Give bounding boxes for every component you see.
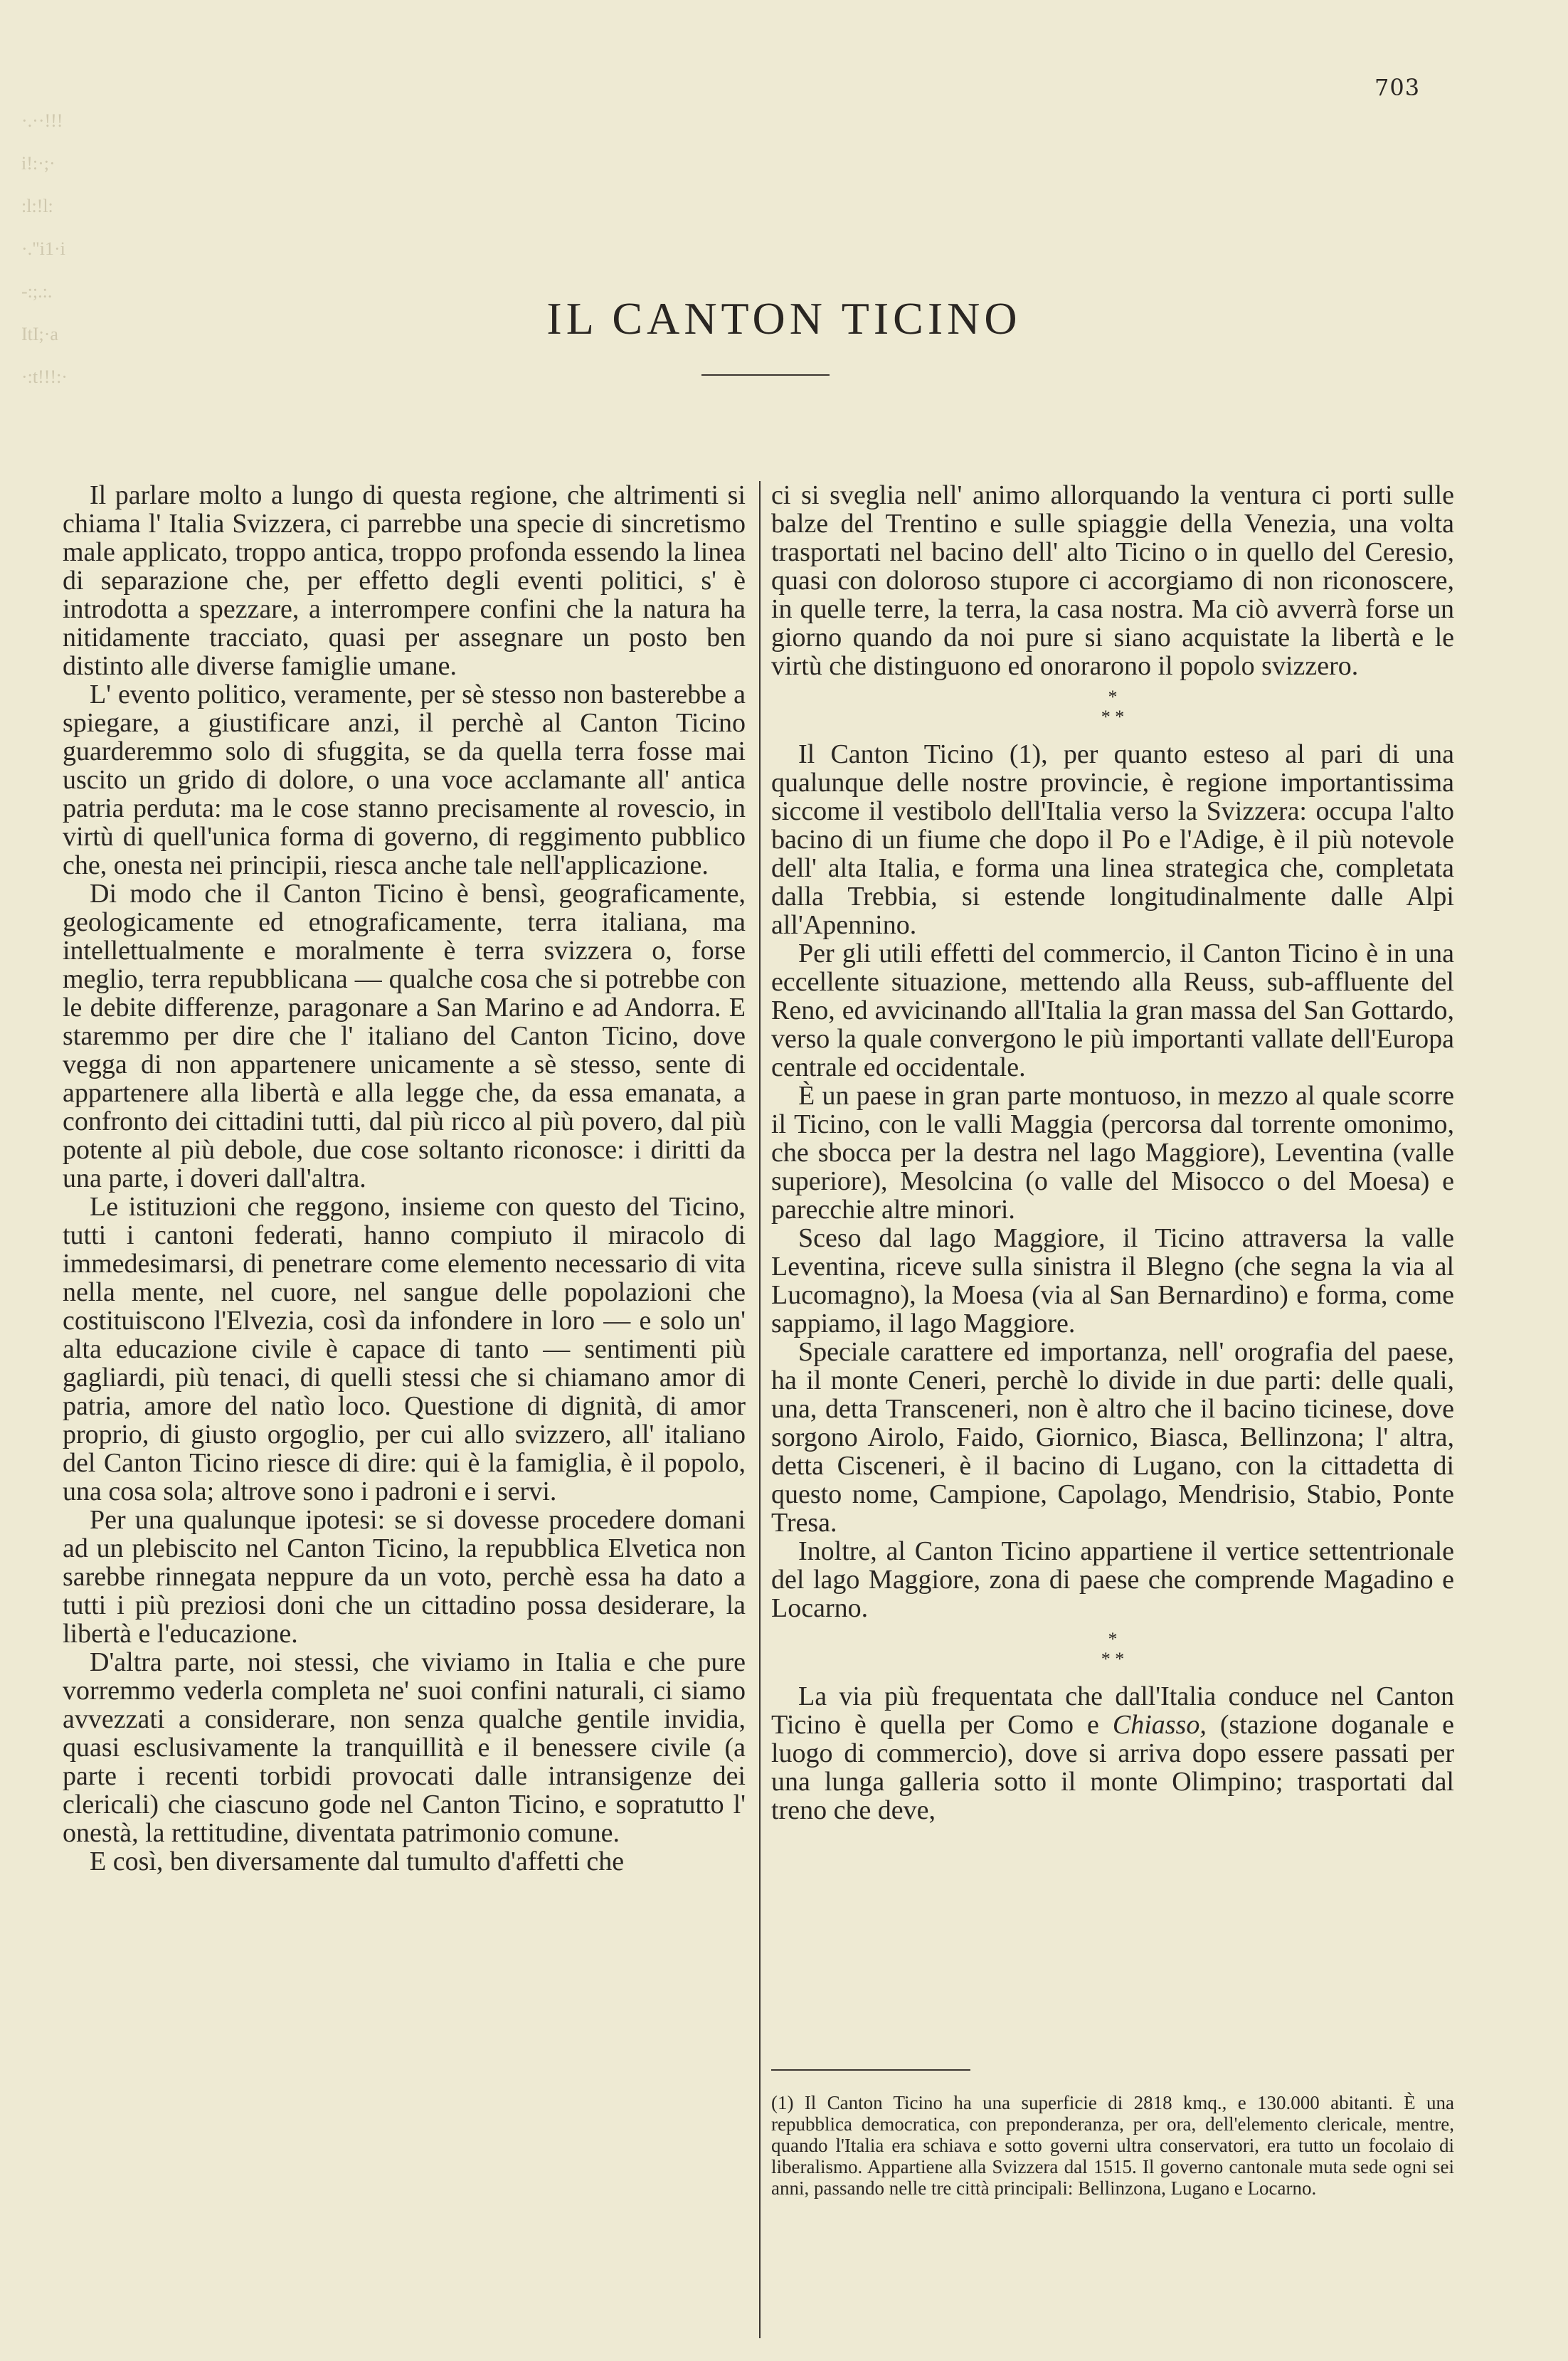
right-column <box>771 481 1454 2324</box>
ghost-line: -:;.:. <box>21 281 53 302</box>
separator-star: * <box>1108 687 1118 707</box>
paragraph: Il Canton Ticino (1), per quanto esteso al pari di una qualunque delle nostre provincie, è regione importantissima siccome il vestibolo dell'Italia verso la Svizzera: occupa l'alto bacino di un fiume che dopo il Po e l'Adige, è il più notevole dell' alta Italia, e forma una linea strategica che, completata dalla Trebbia, si estende longitudinalmente dalle Alpi all'Apennino. <box>771 739 1454 940</box>
left-column <box>63 481 746 1876</box>
page-number: 703 <box>1374 74 1421 101</box>
separator-stars: * * <box>1101 1649 1125 1669</box>
paragraph: È un paese in gran parte montuoso, in mezzo al quale scorre il Ticino, con le valli Maggia (percorsa dal torrente omonimo, che sbocca per la destra nel lago Maggiore), Leventina (valle superiore), Mesolcina (o valle del Misocco o del Moesa) e parecchie altre minori. <box>771 1081 1454 1225</box>
ghost-line: i!:·;· <box>21 153 55 174</box>
text-run: La via più frequentata che dall'Italia conduce nel Canton Ticino è quella per Como e <box>771 1681 1454 1740</box>
paragraph: Speciale carattere ed importanza, nell' orografia del paese, ha il monte Ceneri, perchè lo divide in due parti: delle quali, una, detta Transceneri, non è altro che il bacino ticinese, dove sorgono Airolo, Faido, Giornico, Biasca, Bellinzona; l' altra, detta Cisceneri, è il bacino di Lugano, con la cittadetta di questo nome, Campione, Capolago, Mendrisio, Stabio, Ponte Tresa. <box>771 1337 1454 1538</box>
paragraph: L' evento politico, veramente, per sè stesso non basterebbe a spiegare, a giustificare anzi, il perchè al Canton Ticino guarderemmo solo di sfuggita, se da quella terra fosse mai uscito un grido di dolore, o una voce acclamante all' antica patria perduta: ma le cose stanno precisamente al rovescio, in virtù di quell'unica forma di governo, di reggimento pubblico che, onesta nei principii, riesca anche tale nell'applicazione. <box>63 680 746 880</box>
footnote: (1) Il Canton Ticino ha una superficie di 2818 kmq., e 130.000 abitanti. È una repubblica democratica, con preponderanza, per ora, dell'elemento clericale, mentre, quando l'Italia era schiava e sotto governi ultra conservatori, era tutto un focolaio di liberalismo. Appartiene alla Svizzera dal 1515. Il governo cantonale muta sede ogni sei anni, passando nelle tre città principali: Bellinzona, Lugano e Locarno. <box>771 2092 1454 2199</box>
paragraph: ci si sveglia nell' animo allorquando la ventura ci porti sulle balze del Trentino e sulle spiaggie della Venezia, una volta trasportati nel bacino dell' alto Ticino o in quello del Ceresio, quasi con doloroso stupore ci accorgiamo di non riconoscere, in quelle terre, la terra, la casa nostra. Ma ciò avverrà forse un giorno quando da noi pure si siano acquistate la libertà e le virtù che distinguono ed onorarono il popolo svizzero. <box>771 480 1454 681</box>
section-separator <box>771 687 1454 727</box>
ghost-line: ItI;·a <box>21 324 58 344</box>
paragraph: Sceso dal lago Maggiore, il Ticino attraversa la valle Leventina, riceve sulla sinistra il Blegno (che segna la via al Lucomagno), la Moesa (via al San Bernardino) e forma, come sappiamo, il lago Maggiore. <box>771 1223 1454 1338</box>
separator-stars: * * <box>1101 707 1125 727</box>
ghost-line: ·.··!!! <box>21 110 63 131</box>
paragraph: Per una qualunque ipotesi: se si dovesse procedere domani ad un plebiscito nel Canton Ticino, la repubblica Elvetica non sarebbe rinnegata neppure da un voto, perchè essa ha dato a tutti i più preziosi doni che un cittadino possa desiderare, la libertà e l'educazione. <box>63 1505 746 1649</box>
paragraph: Inoltre, al Canton Ticino appartiene il vertice settentrionale del lago Maggiore, zona di paese che comprende Magadino e Locarno. <box>771 1536 1454 1623</box>
ghost-line: ·."i1·i <box>21 238 65 259</box>
footnote-rule <box>771 2069 970 2071</box>
paragraph: Il parlare molto a lungo di questa regione, che altrimenti si chiama l' Italia Svizzera, ci parrebbe una specie di sincretismo male applicato, troppo antica, troppo profonda essendo la linea di separazione che, per effetto degli eventi politici, s' è introdotta a spezzare, a interrompere confini che la natura ha nitidamente tracciato, quasi per assegnare un posto ben distinto alle diverse famiglie umane. <box>63 480 746 681</box>
text-run: (stazione doganale e luogo di commercio), dove si arriva dopo essere passati per una lunga galleria sotto il monte Olimpino; trasportati dal treno che deve, <box>771 1710 1454 1825</box>
ghost-line: :l:!l: <box>21 196 53 216</box>
section-separator <box>771 1630 1454 1669</box>
italic-place-name: Chiasso, <box>1112 1710 1207 1740</box>
column-divider <box>759 481 761 2338</box>
paragraph: E così, ben diversamente dal tumulto d'affetti che <box>90 1847 625 1876</box>
separator-star: * <box>1108 1629 1118 1649</box>
paragraph: Di modo che il Canton Ticino è bensì, geograficamente, geologicamente ed etnograficamente, terra italiana, ma intellettualmente e moralmente è terra svizzera o, forse meglio, terra repubblicana — qualche cosa che si potrebbe con le debite differenze, paragonare a San Marino e ad Andorra. E staremmo per dire che l' italiano del Canton Ticino, dove vegga di non appartenere unicamente a sè stesso, sente di appartenere alla libertà e alla legge che, da essa emanata, a confronto dei cittadini tutti, dal più ricco al più povero, dal più potente al più debole, due cose soltanto riconosce: i diritti da una parte, i doveri dall'altra. <box>63 879 746 1193</box>
title-rule <box>701 374 830 376</box>
paragraph <box>771 1682 1454 1824</box>
bleed-through-text <box>21 100 68 398</box>
ghost-line: ·:t!!!:· <box>21 366 68 387</box>
paragraph: Le istituzioni che reggono, insieme con questo del Ticino, tutti i cantoni federati, hanno compiuto il miracolo di immedesimarsi, di penetrare come elemento necessario di vita nella mente, nel cuore, nel sangue delle popolazioni che costituiscono l'Elvezia, così da infondere in loro — e solo un' alta educazione civile è capace di tanto — sentimenti più gagliardi, più tenaci, di quelli stessi che si chiamano amor di patria, amore del natìo loco. Questione di dignità, di amor proprio, di giusto orgoglio, per cui allo svizzero, all' italiano del Canton Ticino riesce di dire: qui è la famiglia, è il popolo, una cosa sola; altrove sono i padroni e i servi. <box>63 1192 746 1506</box>
paragraph: Per gli utili effetti del commercio, il Canton Ticino è in una eccellente situazione, mettendo alla Reuss, sub-affluente del Reno, ed avvicinando all'Italia la gran massa del San Gottardo, verso la quale convergono le più importanti vallate dell'Europa centrale ed occidentale. <box>771 939 1454 1082</box>
page-title: IL CANTON TICINO <box>546 292 1022 344</box>
paragraph: D'altra parte, noi stessi, che viviamo in Italia e che pure vorremmo vederla completa ne' suoi confini naturali, ci siamo avvezzati a considerare, non senza qualche gentile invidia, quasi esclusivamente la tranquillità e il benessere civile (a parte i recenti torbidi provocati dalle intransigenze dei clericali) che ciascuno gode nel Canton Ticino, e sopratutto l' onestà, la rettitudine, diventata patrimonio comune. <box>63 1647 746 1848</box>
